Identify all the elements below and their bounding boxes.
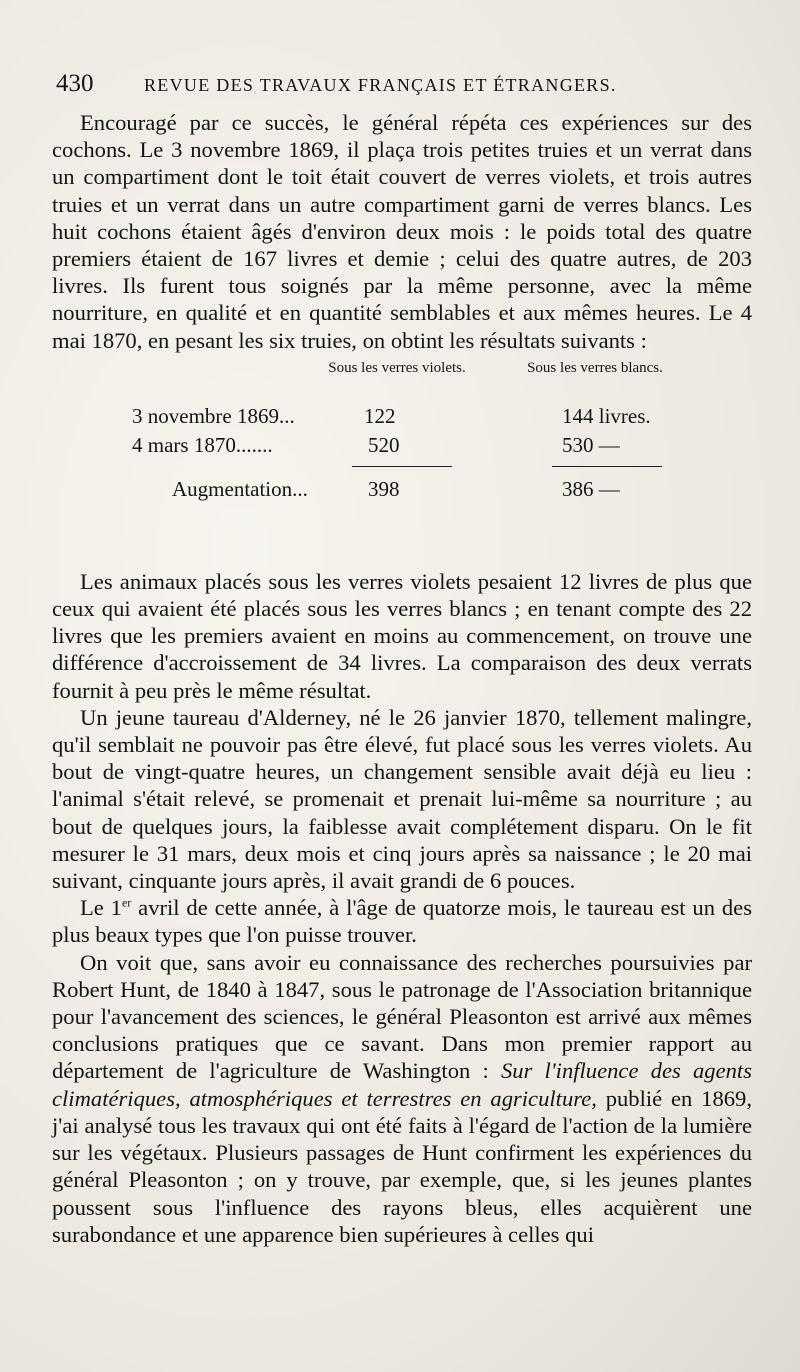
table-row-label: 4 mars 1870....... <box>132 432 273 457</box>
paragraph-4 <box>52 894 752 948</box>
weight-table <box>52 354 752 568</box>
sum-rule <box>552 466 662 468</box>
paragraph-2: Les animaux placés sous les verres violets pesaient 12 livres de plus que ceux qui avaient été placés sous les verres blancs ; en tenant compte des 22 livres que les premiers avaient en moins au commencement, on trouve une différence d'accroissement de 34 livres. La comparaison des deux verrats fournit à peu près le même résultat. <box>52 568 752 703</box>
table-cell-blanc: 530 — <box>562 432 620 457</box>
page-number: 430 <box>56 70 94 97</box>
table-cell-violet: 122 <box>364 403 396 428</box>
table-cell-blanc: 144 livres. <box>562 403 651 428</box>
table-total-violet: 398 <box>368 476 400 501</box>
paragraph-3: Un jeune taureau d'Alderney, né le 26 janvier 1870, tellement malingre, qu'il semblait ne pouvoir pas être élevé, fut placé sous les verres violets. Au bout de vingt-quatre heures, un changement sensible avait déjà eu lieu : l'animal s'était relevé, se promenait et prenait lui-même sa nourriture ; au bout de quelques jours, la faiblesse avait complétement disparu. On le fit mesurer le 31 mars, deux mois et cinq jours après sa naissance ; le 20 mai suivant, cinquante jours après, il avait grandi de 6 pouces. <box>52 704 752 894</box>
paragraph-4-start: Le 1 <box>80 895 122 921</box>
table-row-label: 3 novembre 1869... <box>132 403 295 428</box>
text-body <box>52 109 752 1248</box>
table-header-violet: Sous les verres violets. <box>328 359 466 376</box>
sum-rule <box>352 466 452 468</box>
report-title: Sur l'influence des agents climatériques, atmosphériques et terrestres en agriculture, <box>52 1058 752 1111</box>
paragraph-5 <box>52 949 752 1248</box>
table-cell-violet: 520 <box>368 432 400 457</box>
table-header-blanc: Sous les verres blancs. <box>527 359 663 376</box>
paragraph-1: Encouragé par ce succès, le général répéta ces expériences sur des cochons. Le 3 novembre 1869, il plaça trois petites truies et un verrat dans un compartiment dont le toit était couvert de verres violets, et trois autres truies et un verrat dans un autre compartiment garni de verres blancs. Les huit cochons étaient âgés d'environ deux mois : le poids total des quatre premiers étaient de 167 livres et demie ; celui des quatre autres, de 203 livres. Ils furent tous soignés par la même personne, avec la même nourriture, en qualité et en quantité semblables et aux mêmes heures. Le 4 mai 1870, en pesant les six truies, on obtint les résultats suivants : <box>52 110 752 353</box>
ordinal-superscript: er <box>121 895 132 910</box>
running-header <box>56 70 756 102</box>
table-total-blanc: 386 — <box>562 476 620 501</box>
running-title: REVUE DES TRAVAUX FRANÇAIS ET ÉTRANGERS. <box>144 75 617 95</box>
paragraph-5-part-1: On voit que, sans avoir eu connaissance des recherches poursuivies par Robert Hunt, de 1840 à 1847, sous le patronage de l'Association britannique pour l'avancement des sciences, le général Pleasonton est arrivé aux mêmes conclusions pratiques que ce savant. Dans mon premier rapport au département de l'agriculture de Washington : <box>52 949 752 1084</box>
table-total-label: Augmentation... <box>172 476 308 501</box>
paragraph-5-part-2: publié en 1869, j'ai analysé tous les travaux qui ont été faits à l'égard de l'action de la lumière sur les végétaux. Plusieurs passages de Hunt confirment les expériences du général Pleasonton ; on y trouve, par exemple, que, si les jeunes plantes poussent sous l'influence des rayons bleus, elles acquièrent une surabondance et une apparence bien supérieures à celles qui <box>52 1085 752 1247</box>
paragraph-4-rest: avril de cette année, à l'âge de quatorze mois, le taureau est un des plus beaux types que l'on puisse trouver. <box>52 895 752 948</box>
